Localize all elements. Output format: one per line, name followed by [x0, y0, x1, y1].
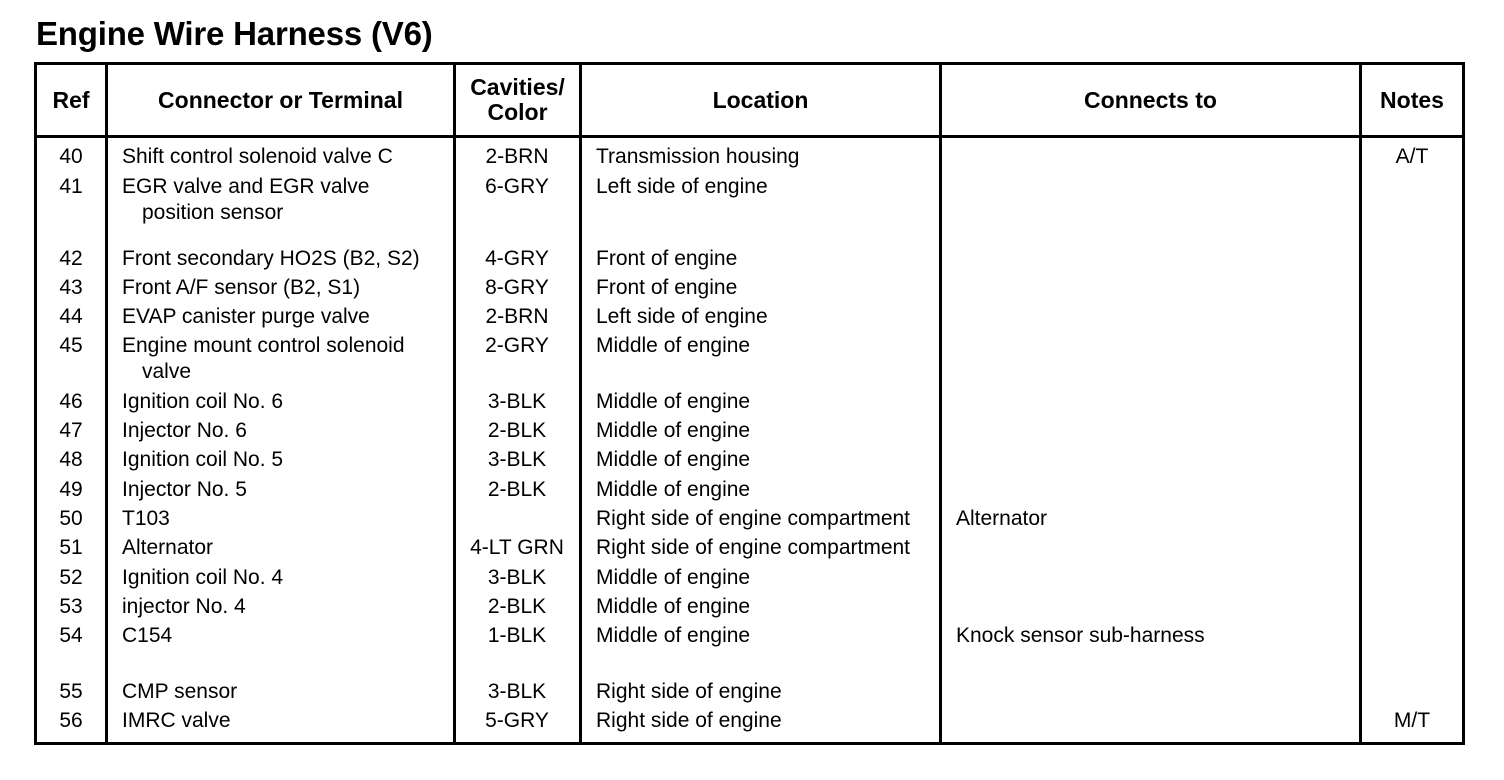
- row-location: Right side of engine: [596, 680, 782, 703]
- row-connector: [122, 535, 213, 561]
- row-location: Right side of engine compartment: [596, 507, 911, 530]
- row-connector: [122, 333, 405, 385]
- row-cavities-color: 2-BLK: [487, 419, 547, 442]
- row-ref: 41: [59, 175, 83, 198]
- row-connector: [122, 477, 247, 503]
- row-connector: [122, 623, 172, 649]
- connector-name: Front A/F sensor (B2, S1): [122, 276, 361, 299]
- row-ref: 42: [59, 247, 83, 270]
- connector-name: Injector No. 5: [122, 478, 247, 501]
- connector-name: injector No. 4: [122, 595, 246, 618]
- row-connector: [122, 275, 360, 301]
- connector-name-continued: position sensor: [142, 201, 284, 224]
- header-connector: Connector or Terminal: [158, 86, 403, 113]
- row-location: Right side of engine compartment: [596, 536, 911, 559]
- row-cavities-color: 4-LT GRN: [470, 536, 564, 559]
- connector-name: Engine mount control solenoid: [122, 334, 405, 357]
- header-cavities: [456, 65, 579, 135]
- row-location: Middle of engine: [596, 566, 751, 589]
- column-divider: [939, 65, 942, 742]
- row-ref: 44: [59, 305, 83, 328]
- row-ref: 49: [59, 478, 83, 501]
- connector-name: T103: [122, 507, 170, 530]
- row-cavities-color: 3-BLK: [487, 390, 547, 413]
- header-notes: Notes: [1380, 86, 1444, 113]
- harness-table: [34, 62, 1465, 745]
- row-connector: [122, 708, 231, 734]
- row-connects-to: Knock sensor sub-harness: [956, 624, 1205, 647]
- row-connector: [122, 447, 283, 473]
- row-location: Left side of engine: [596, 175, 768, 198]
- row-ref: 53: [59, 595, 83, 618]
- row-cavities-color: 2-BLK: [487, 595, 547, 618]
- row-connector: [122, 246, 420, 272]
- row-connector: [122, 174, 369, 226]
- row-location: Middle of engine: [596, 334, 751, 357]
- row-location: Transmission housing: [596, 145, 800, 168]
- row-connector: [122, 304, 370, 330]
- row-ref: 47: [59, 419, 83, 442]
- row-location: Middle of engine: [596, 478, 751, 501]
- row-cavities-color: 8-GRY: [485, 276, 549, 299]
- row-cavities-color: 3-BLK: [487, 448, 547, 471]
- row-ref: 52: [59, 566, 83, 589]
- header-ref: Ref: [52, 86, 90, 113]
- row-ref: 43: [59, 276, 83, 299]
- row-location: Middle of engine: [596, 390, 751, 413]
- row-connector: [122, 389, 283, 415]
- row-cavities-color: 3-BLK: [487, 680, 547, 703]
- connector-name: Front secondary HO2S (B2, S2): [122, 247, 420, 270]
- header-cavities-line2: Color: [487, 99, 548, 125]
- connector-name: IMRC valve: [122, 709, 231, 732]
- row-cavities-color: 3-BLK: [487, 566, 547, 589]
- row-connector: [122, 679, 237, 705]
- row-connector: [122, 594, 246, 620]
- connector-name: CMP sensor: [122, 680, 238, 703]
- row-cavities-color: 2-BLK: [487, 478, 547, 501]
- row-ref: 40: [59, 145, 83, 168]
- row-location: Left side of engine: [596, 305, 768, 328]
- connector-name: Shift control solenoid valve C: [122, 145, 393, 168]
- row-location: Front of engine: [596, 276, 738, 299]
- connector-name: Ignition coil No. 5: [122, 448, 284, 471]
- row-cavities-color: 2-BRN: [485, 145, 549, 168]
- connector-name: EGR valve and EGR valve: [122, 175, 370, 198]
- header-connects-to: Connects to: [1084, 86, 1217, 113]
- column-divider: [579, 65, 582, 742]
- row-notes: A/T: [1395, 145, 1429, 168]
- row-cavities-color: 4-GRY: [485, 247, 549, 270]
- row-cavities-color: 2-GRY: [485, 334, 549, 357]
- row-ref: 50: [59, 507, 83, 530]
- row-cavities-color: 1-BLK: [487, 624, 547, 647]
- header-cavities-line1: Cavities/: [470, 74, 565, 100]
- connector-name: EVAP canister purge valve: [122, 305, 370, 328]
- row-cavities-color: 5-GRY: [485, 709, 549, 732]
- header-divider: [37, 135, 1462, 138]
- row-location: Middle of engine: [596, 419, 751, 442]
- row-location: Middle of engine: [596, 624, 751, 647]
- row-connects-to: Alternator: [956, 507, 1048, 530]
- row-notes: M/T: [1393, 709, 1431, 732]
- row-location: Front of engine: [596, 247, 738, 270]
- connector-name: C154: [122, 624, 173, 647]
- row-connector: [122, 565, 283, 591]
- row-location: Middle of engine: [596, 448, 751, 471]
- row-ref: 48: [59, 448, 83, 471]
- row-ref: 45: [59, 334, 83, 357]
- row-location: Middle of engine: [596, 595, 751, 618]
- connector-name: Ignition coil No. 6: [122, 390, 284, 413]
- column-divider: [105, 65, 108, 742]
- header-location: Location: [712, 86, 809, 113]
- row-cavities-color: 2-BRN: [485, 305, 549, 328]
- row-connector: [122, 144, 393, 170]
- row-connector: [122, 506, 170, 532]
- connector-name: Ignition coil No. 4: [122, 566, 284, 589]
- row-ref: 55: [59, 680, 83, 703]
- row-connector: [122, 418, 247, 444]
- page-title: Engine Wire Harness (V6): [36, 15, 433, 52]
- connector-name: Injector No. 6: [122, 419, 247, 442]
- row-ref: 56: [59, 709, 83, 732]
- row-ref: 46: [59, 390, 83, 413]
- connector-name-continued: valve: [142, 360, 192, 383]
- connector-name: Alternator: [122, 536, 214, 559]
- row-location: Right side of engine: [596, 709, 782, 732]
- row-cavities-color: 6-GRY: [485, 175, 549, 198]
- row-ref: 51: [59, 536, 83, 559]
- row-ref: 54: [59, 624, 83, 647]
